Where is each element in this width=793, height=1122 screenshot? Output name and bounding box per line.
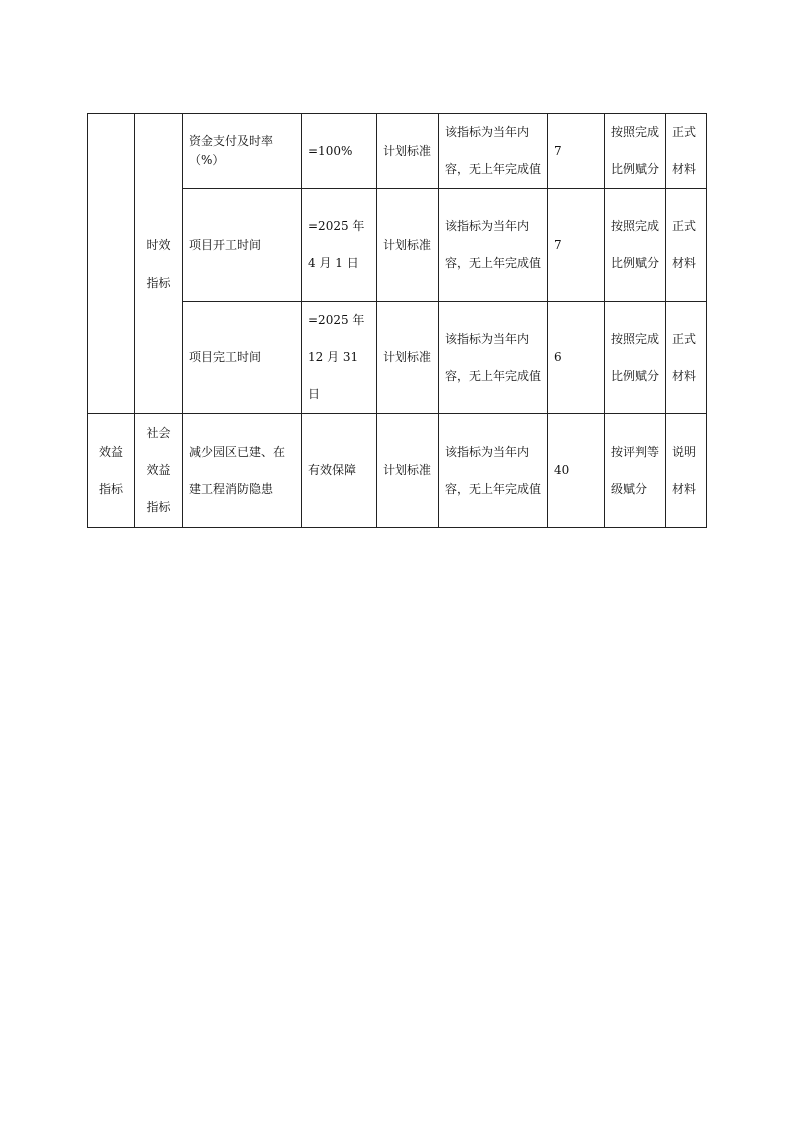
method-cell	[605, 114, 666, 189]
level2-label: 社会 效益 指标	[146, 426, 171, 514]
evidence-material: 说明材料	[672, 444, 697, 496]
indicator-standard: 计划标准	[383, 350, 432, 364]
material-cell	[666, 114, 707, 189]
level1-label: 效益 指标	[98, 444, 123, 496]
indicator-cell	[183, 189, 302, 302]
standard-cell	[377, 189, 439, 302]
indicator-score: 40	[554, 463, 570, 477]
indicator-score: 7	[554, 143, 562, 158]
indicator-description: 该指标为当年内容，无上年完成值	[445, 444, 542, 496]
table-row	[88, 114, 707, 189]
score-cell	[548, 302, 605, 414]
indicator-value: =2025 年 12 月 31 日	[308, 313, 365, 401]
material-cell	[666, 414, 707, 528]
indicator-table	[87, 113, 707, 528]
table-row	[88, 414, 707, 528]
method-cell	[605, 189, 666, 302]
indicator-name: 项目完工时间	[189, 350, 262, 364]
indicator-value: =2025 年 4 月 1 日	[308, 219, 365, 270]
standard-cell	[377, 114, 439, 189]
description-cell	[439, 302, 548, 414]
material-cell	[666, 189, 707, 302]
value-cell	[302, 414, 377, 528]
indicator-description: 该指标为当年内容，无上年完成值	[445, 125, 542, 176]
description-cell	[439, 189, 548, 302]
description-cell	[439, 114, 548, 189]
indicator-standard: 计划标准	[383, 143, 432, 158]
value-cell	[302, 114, 377, 189]
level2-cell-time	[135, 114, 183, 414]
scoring-method: 按照完成比例赋分	[611, 125, 660, 176]
value-cell	[302, 302, 377, 414]
material-cell	[666, 302, 707, 414]
indicator-score: 7	[554, 237, 562, 252]
standard-cell	[377, 414, 439, 528]
standard-cell	[377, 302, 439, 414]
evidence-material: 正式材料	[672, 125, 697, 176]
scoring-method: 按照完成比例赋分	[611, 331, 660, 383]
score-cell	[548, 189, 605, 302]
level2-cell-social	[135, 414, 183, 528]
indicator-cell	[183, 414, 302, 528]
value-cell	[302, 189, 377, 302]
score-cell	[548, 114, 605, 189]
level2-label: 时效 指标	[146, 237, 171, 290]
indicator-value: =100%	[308, 143, 353, 158]
evidence-material: 正式材料	[672, 331, 697, 383]
evidence-material: 正式材料	[672, 219, 697, 270]
method-cell	[605, 414, 666, 528]
level1-cell-benefit	[88, 414, 135, 528]
indicator-name: 资金支付及时率（%）	[189, 134, 274, 167]
indicator-name: 项目开工时间	[189, 237, 262, 252]
indicator-cell	[183, 302, 302, 414]
indicator-value: 有效保障	[308, 463, 357, 477]
scoring-method: 按评判等级赋分	[611, 444, 660, 496]
score-cell	[548, 414, 605, 528]
description-cell	[439, 414, 548, 528]
indicator-name: 减少园区已建、在建工程消防隐患	[189, 444, 286, 496]
method-cell	[605, 302, 666, 414]
level1-empty-cell	[88, 114, 135, 414]
indicator-standard: 计划标准	[383, 237, 432, 252]
indicator-description: 该指标为当年内容，无上年完成值	[445, 219, 542, 270]
indicator-score: 6	[554, 350, 562, 364]
indicator-cell	[183, 114, 302, 189]
scoring-method: 按照完成比例赋分	[611, 219, 660, 270]
indicator-description: 该指标为当年内容，无上年完成值	[445, 331, 542, 383]
indicator-standard: 计划标准	[383, 463, 432, 477]
